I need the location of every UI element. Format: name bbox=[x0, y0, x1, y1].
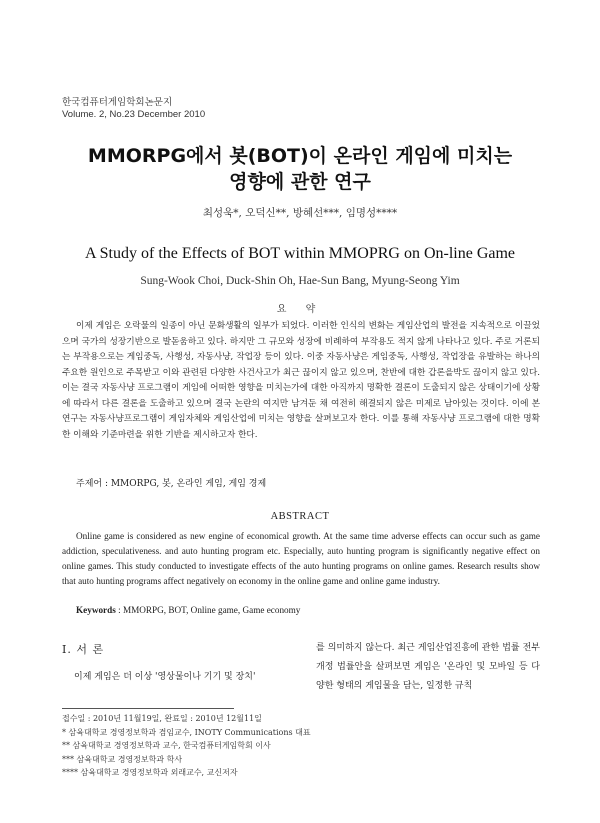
korean-abstract-heading: 요 약 bbox=[276, 304, 324, 315]
footnote-author-3: *** 삼육대학교 경영정보학과 학사 bbox=[62, 754, 183, 764]
korean-abstract bbox=[62, 319, 540, 443]
footnotes bbox=[62, 712, 311, 780]
intro-paragraph-start: 이제 게임은 더 이상 '영상물이나 기기 및 장치' bbox=[74, 672, 256, 682]
footnote-author-4: **** 삼육대학교 경영정보학과 외래교수, 교신저자 bbox=[62, 768, 238, 777]
english-keywords-label: Keywords bbox=[76, 605, 116, 615]
journal-header bbox=[62, 97, 205, 121]
footnote-divider bbox=[62, 708, 234, 709]
english-abstract-heading: ABSTRACT bbox=[270, 511, 330, 522]
journal-name: 한국컴퓨터게임학회논문지 bbox=[62, 97, 173, 108]
left-column bbox=[62, 668, 302, 686]
english-authors: Sung-Wook Choi, Duck-Shin Oh, Hae-Sun Bang, Myung-Seong Yim bbox=[140, 275, 460, 287]
footnote-author-1: * 삼육대학교 경영정보학과 겸임교수, INOTY Communications 대표 bbox=[62, 727, 311, 737]
korean-title bbox=[0, 143, 600, 195]
korean-title-line-2: 영향에 관한 연구 bbox=[229, 171, 371, 193]
english-abstract-body: Online game is considered as new engine of economical growth. At the same time adverse effects can occur such as game addiction, speculativeness. and auto hunting program etc. Especially, auto hunting program is significantly negative effect on online games. This study conducted to investigate effects of the auto hunting programs on online games. Research results show that auto hunting programs affect negatively on economy in the online game and online game industry. bbox=[62, 531, 540, 586]
right-column bbox=[316, 639, 540, 696]
english-keywords bbox=[76, 605, 300, 615]
english-keywords-value: : MMORPG, BOT, Online game, Game economy bbox=[115, 605, 301, 615]
korean-keywords-label: 주제어 : bbox=[76, 479, 111, 489]
korean-title-line-1: MMORPG에서 봇(BOT)이 온라인 게임에 미치는 bbox=[87, 145, 513, 167]
footnote-dates: 접수일 : 2010년 11월19일, 완료일 : 2010년 12월11일 bbox=[62, 714, 262, 723]
footnote-author-2: ** 삼육대학교 경영정보학과 교수, 한국컴퓨터게임학회 이사 bbox=[62, 741, 271, 750]
english-abstract bbox=[62, 529, 540, 589]
korean-keywords bbox=[76, 476, 266, 489]
korean-authors: 최성욱*, 오덕신**, 방혜선***, 임명성**** bbox=[202, 207, 398, 219]
korean-keywords-value: MMORPG, 봇, 온라인 게임, 게임 경제 bbox=[110, 479, 267, 489]
section-heading-introduction: Ⅰ. 서 론 bbox=[62, 643, 105, 656]
english-title: A Study of the Effects of BOT within MMOPRG on On-line Game bbox=[84, 245, 516, 262]
journal-volume: Volume. 2, No.23 December 2010 bbox=[62, 109, 206, 120]
intro-paragraph-continued: 를 의미하지 않는다. 최근 게임산업진흥에 관한 법률 전부개정 법률안을 살펴보면 게임은 '온라인 및 모바일 등 다양한 형태의 게임물을 담는, 일정한 규칙 bbox=[316, 643, 540, 691]
korean-abstract-body: 이제 게임은 오락물의 일종이 아닌 문화생활의 일부가 되었다. 이러한 인식의 변화는 게임산업의 발전을 지속적으로 이끌었으며 국가의 성장기반으로 발돋움하고 있다. 하지만 그 규모와 성장에 비례하여 부작용도 적지 않게 나타나고 있다. 주로 거론되는 부작용으로는 게임중독, 사행성, 자동사냥, 작업장 등이 있다. 이중 자동사냥은 게임중독, 사행성, 작업장을 유발하는 하나의 주요한 원인으로 주목받고 이와 관련된 다양한 사건사고가 최근 끊이지 않고 있으며, 찬반에 대한 갑론을박도 끊이지 않고 있다. 이는 결국 자동사냥 프로그램이 게임에 어떠한 영향을 미치는가에 대한 아직까지 명확한 결론이 도출되지 않은 상태이기에 상황에 따라서 다른 결론을 도출하고 있으며 결국 논란의 여지만 남겨둔 채 여전히 해결되지 않은 미제로 남아있는 것이다. 이에 본 연구는 자동사냥프로그램이 게임자체와 게임산업에 미치는 영향을 살펴보고자 한다. 이를 통해 자동사냥 프로그램에 대한 명확한 이해와 기준마련을 위한 기반을 제시하고자 한다. bbox=[62, 321, 540, 440]
